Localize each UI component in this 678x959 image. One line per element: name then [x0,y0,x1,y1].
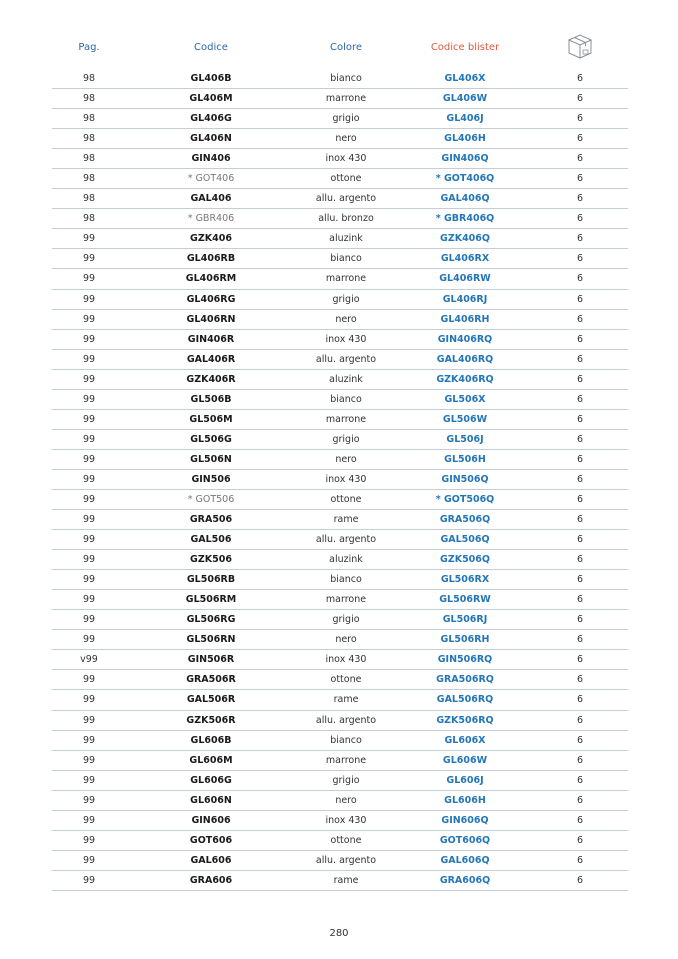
cell-qty: 6 [576,674,584,686]
table-row [52,129,628,149]
cell-qty: 6 [576,473,584,485]
cell-colore: ottone [330,173,362,185]
table-row [52,530,628,550]
table-row [52,490,628,510]
cell-codice: GL506N [190,453,232,465]
cell-qty: 6 [576,734,584,746]
cell-qty: 6 [576,854,584,866]
cell-codice: GIN606 [191,814,231,826]
table-row [52,670,628,690]
cell-codice: GL506M [189,413,233,425]
cell-colore: nero [335,133,357,145]
cell-qty: 6 [576,654,584,666]
header-codice: Codice [194,42,228,53]
cell-colore: marrone [325,413,367,425]
cell-qty: 6 [576,574,584,586]
table-row [52,470,628,490]
cell-colore: rame [333,694,359,706]
cell-codice: GIN506 [191,473,231,485]
cell-qty: 6 [576,634,584,646]
table-row [52,410,628,430]
product-table [52,69,628,891]
cell-pag: 99 [82,634,96,646]
cell-codice: GL606G [190,774,232,786]
cell-blister: * GBR406Q [435,213,495,225]
cell-qty: 6 [576,233,584,245]
cell-pag: 98 [82,153,96,165]
cell-blister: GL406H [444,133,486,145]
table-row [52,189,628,209]
cell-codice: GIN506R [187,654,235,666]
cell-colore: grigio [332,293,360,305]
cell-colore: aluzink [329,373,363,385]
cell-colore: inox 430 [325,654,367,666]
cell-qty: 6 [576,273,584,285]
cell-qty: 6 [576,754,584,766]
cell-codice: GRA506 [189,514,233,526]
cell-blister: GL406X [444,73,486,84]
cell-pag: v99 [80,654,98,666]
cell-colore: marrone [325,754,367,766]
cell-blister: GAL606Q [440,854,490,866]
cell-blister: GZK406RQ [436,373,494,385]
cell-codice: GAL406 [190,193,232,205]
cell-colore: nero [335,453,357,465]
cell-pag: 99 [82,714,96,726]
cell-blister: GL506RX [440,574,490,586]
cell-qty: 6 [576,614,584,626]
cell-pag: 98 [82,113,96,125]
cell-qty: 6 [576,173,584,185]
cell-colore: allu. argento [315,193,377,205]
cell-qty: 6 [576,413,584,425]
cell-colore: marrone [325,273,367,285]
cell-qty: 6 [576,393,584,405]
cell-pag: 98 [82,93,96,105]
cell-qty: 6 [576,554,584,566]
table-row [52,89,628,109]
cell-qty: 6 [576,253,584,265]
table-row [52,751,628,771]
cell-codice: GL606B [190,734,232,746]
cell-pag: 99 [82,614,96,626]
cell-pag: 99 [82,734,96,746]
cell-colore: grigio [332,433,360,445]
cell-pag: 99 [82,413,96,425]
cell-colore: rame [333,514,359,526]
cell-blister: GL506X [444,393,486,405]
cell-colore: aluzink [329,554,363,566]
cell-codice: GIN406R [187,333,235,345]
page-number: 280 [329,928,349,939]
cell-pag: 98 [82,193,96,205]
cell-colore: bianco [330,73,362,84]
table-row [52,771,628,791]
cell-pag: 99 [82,874,96,886]
cell-qty: 6 [576,93,584,105]
cell-codice: GL606N [190,794,232,806]
cell-qty: 6 [576,433,584,445]
cell-qty: 6 [576,193,584,205]
cell-codice: GL406G [190,113,232,125]
cell-blister: GZK406Q [440,233,490,245]
cell-qty: 6 [576,293,584,305]
cell-colore: allu. argento [315,854,377,866]
cell-colore: bianco [330,253,362,265]
cell-codice: GAL506 [190,534,232,546]
table-row [52,229,628,249]
cell-colore: inox 430 [325,814,367,826]
cell-qty: 6 [576,834,584,846]
cell-colore: inox 430 [325,333,367,345]
cell-qty: 6 [576,333,584,345]
cell-pag: 99 [82,493,96,505]
table-row [52,69,628,89]
cell-pag: 99 [82,313,96,325]
cell-colore: nero [335,313,357,325]
cell-qty: 6 [576,313,584,325]
cell-blister: GL606W [442,754,488,766]
cell-blister: GL506J [446,433,484,445]
cell-pag: 99 [82,574,96,586]
cell-blister: GRA506Q [439,514,491,526]
cell-blister: GRA506RQ [436,674,494,686]
cell-pag: 99 [82,854,96,866]
cell-blister: * GOT406Q [435,173,495,185]
cell-qty: 6 [576,133,584,145]
cell-pag: 98 [82,213,96,225]
cell-blister: GRA606Q [439,874,491,886]
cell-pag: 99 [82,774,96,786]
cell-blister: GL406RJ [442,293,488,305]
cell-qty: 6 [576,534,584,546]
cell-blister: GL606H [444,794,486,806]
cell-blister: GL406RH [440,313,490,325]
table-row [52,871,628,891]
table-row [52,310,628,330]
cell-codice: GAL506R [186,694,236,706]
cell-colore: grigio [332,614,360,626]
cell-colore: allu. argento [315,353,377,365]
cell-pag: 99 [82,393,96,405]
cell-qty: 6 [576,373,584,385]
cell-codice: GZK506R [186,714,236,726]
table-row [52,550,628,570]
table-row [52,430,628,450]
cell-blister: GL506W [442,413,488,425]
cell-codice: GL406M [189,93,233,105]
table-row [52,370,628,390]
cell-pag: 99 [82,694,96,706]
cell-pag: 99 [82,674,96,686]
cell-pag: 98 [82,173,96,185]
table-row [52,450,628,470]
cell-blister: GOT606Q [439,834,491,846]
table-row [52,690,628,710]
cell-colore: rame [333,874,359,886]
cell-qty: 6 [576,514,584,526]
cell-blister: GIN406Q [441,153,489,165]
cell-blister: GL606J [446,774,484,786]
table-row [52,811,628,831]
cell-blister: GAL506Q [440,534,490,546]
cell-colore: grigio [332,774,360,786]
cell-qty: 6 [576,594,584,606]
cell-codice: * GOT406 [187,173,235,185]
table-row [52,149,628,169]
cell-qty: 6 [576,714,584,726]
table-row [52,590,628,610]
cell-codice: GL406RN [186,313,236,325]
cell-colore: allu. argento [315,534,377,546]
cell-codice: GL506RB [186,574,236,586]
cell-qty: 6 [576,353,584,365]
cell-qty: 6 [576,73,584,84]
table-row [52,630,628,650]
cell-pag: 99 [82,554,96,566]
cell-pag: 99 [82,834,96,846]
cell-codice: GL506G [190,433,232,445]
cell-colore: bianco [330,393,362,405]
cell-colore: marrone [325,594,367,606]
cell-pag: 99 [82,534,96,546]
cell-codice: * GOT506 [187,493,235,505]
cell-codice: GIN406 [191,153,231,165]
cell-pag: 99 [82,333,96,345]
cell-qty: 6 [576,213,584,225]
cell-codice: GL506B [190,393,232,405]
cell-codice: GZK506 [190,554,232,566]
cell-blister: GZK506Q [440,554,490,566]
cell-blister: GL406RW [439,273,491,285]
cell-codice: GAL606 [190,854,232,866]
cell-blister: GL506H [444,453,486,465]
cell-pag: 99 [82,293,96,305]
cell-blister: GL506RJ [442,614,488,626]
cell-pag: 99 [82,353,96,365]
cell-qty: 6 [576,794,584,806]
table-row [52,330,628,350]
cell-codice: GAL406R [186,353,236,365]
cell-qty: 6 [576,113,584,125]
cell-codice: GL506RN [186,634,236,646]
cell-blister: GIN506Q [441,473,489,485]
cell-qty: 6 [576,774,584,786]
table-row [52,570,628,590]
cell-blister: GIN406RQ [437,333,493,345]
cell-colore: marrone [325,93,367,105]
cell-blister: GIN606Q [441,814,489,826]
table-row [52,209,628,229]
cell-codice: GZK406R [186,373,236,385]
cell-colore: inox 430 [325,473,367,485]
table-row [52,851,628,871]
cell-colore: bianco [330,574,362,586]
cell-pag: 99 [82,253,96,265]
cell-qty: 6 [576,694,584,706]
cell-qty: 6 [576,453,584,465]
cell-blister: GL406J [446,113,484,125]
cell-pag: 99 [82,514,96,526]
cell-codice: * GBR406 [187,213,235,225]
cell-pag: 98 [82,133,96,145]
cell-colore: allu. argento [315,714,377,726]
header-pag: Pag. [78,42,100,53]
table-row [52,791,628,811]
header-codice-blister: Codice blister [430,42,500,53]
header-colore: Colore [329,42,363,53]
cell-qty: 6 [576,814,584,826]
cell-blister: GIN506RQ [437,654,493,666]
cell-colore: ottone [330,834,362,846]
cell-blister: GL606X [444,734,486,746]
table-row [52,731,628,751]
table-row [52,831,628,851]
cell-pag: 99 [82,433,96,445]
cell-colore: bianco [330,734,362,746]
cell-colore: grigio [332,113,360,125]
table-header [52,30,628,66]
cell-codice: GZK406 [190,233,232,245]
cell-blister: GZK506RQ [436,714,494,726]
cell-pag: 99 [82,273,96,285]
cell-blister: GL506RH [440,634,490,646]
cell-codice: GL406B [190,73,232,84]
cell-pag: 99 [82,373,96,385]
cell-blister: GL406RX [440,253,490,265]
cell-blister: GL506RW [439,594,491,606]
cell-colore: allu. bronzo [318,213,374,225]
cell-qty: 6 [576,153,584,165]
cell-colore: ottone [330,493,362,505]
table-row [52,249,628,269]
table-row [52,390,628,410]
cell-colore: nero [335,794,357,806]
table-row [52,610,628,630]
cell-blister: GL406W [442,93,488,105]
cell-pag: 99 [82,754,96,766]
cell-pag: 99 [82,594,96,606]
table-row [52,350,628,370]
cell-codice: GL606M [189,754,233,766]
cell-colore: inox 430 [325,153,367,165]
cell-blister: GAL506RQ [436,694,494,706]
table-row [52,269,628,289]
cell-qty: 6 [576,874,584,886]
cell-pag: 98 [82,73,96,84]
table-row [52,290,628,310]
cell-qty: 6 [576,493,584,505]
cell-codice: GOT606 [189,834,233,846]
cell-codice: GRA606 [189,874,233,886]
cell-pag: 99 [82,814,96,826]
cell-codice: GL506RM [185,594,237,606]
cell-colore: aluzink [329,233,363,245]
cell-codice: GL506RG [186,614,236,626]
box-icon [565,32,595,63]
cell-blister: GAL406Q [440,193,490,205]
table-row [52,169,628,189]
cell-codice: GL406RB [186,253,236,265]
cell-colore: ottone [330,674,362,686]
table-row [52,650,628,670]
cell-pag: 99 [82,233,96,245]
cell-codice: GL406RG [186,293,236,305]
cell-pag: 99 [82,794,96,806]
table-row [52,510,628,530]
cell-pag: 99 [82,473,96,485]
table-row [52,109,628,129]
cell-codice: GRA506R [186,674,236,686]
cell-codice: GL406RM [185,273,237,285]
table-row [52,711,628,731]
cell-pag: 99 [82,453,96,465]
cell-blister: GAL406RQ [436,353,494,365]
cell-colore: nero [335,634,357,646]
cell-blister: * GOT506Q [435,493,495,505]
cell-codice: GL406N [190,133,232,145]
